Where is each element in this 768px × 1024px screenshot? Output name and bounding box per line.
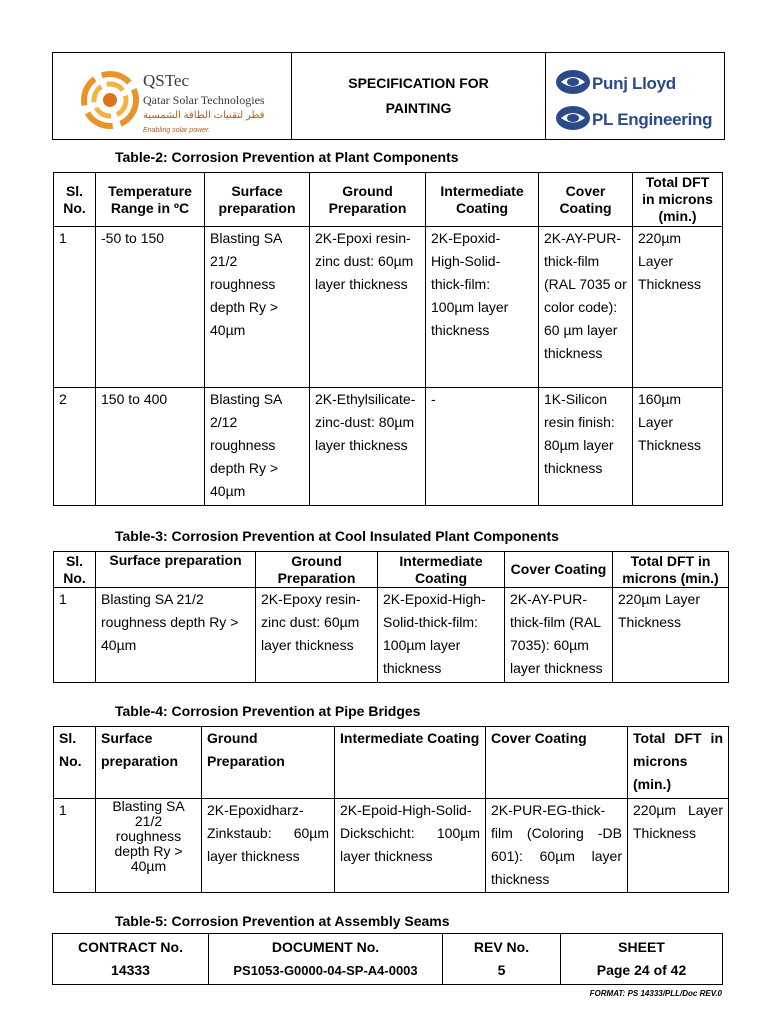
table2-row (54, 227, 723, 388)
table2-cell: 2K-Ethylsilicate-zinc-dust: 80µm layer thickness (310, 388, 426, 506)
table2-header-cell: Temperature Range in ºC (96, 173, 205, 227)
table3-cell: 2K-Epoxid-High-Solid-thick-film: 100µm layer thickness (378, 588, 505, 683)
title-line-2: PAINTING (385, 100, 452, 116)
table3-row (54, 588, 729, 683)
table4-cell: Blasting SA 21/2 roughness depth Ry > 40µm (96, 799, 202, 893)
title-line-1: SPECIFICATION FOR (348, 75, 489, 91)
qstec-sun-logo-icon (81, 71, 139, 129)
table4-header-cell: Cover Coating (486, 727, 628, 799)
table3-header-cell: Surface preparation (96, 552, 256, 588)
qstec-full-name: Qatar Solar Technologies (143, 93, 265, 107)
rev-value: 5 (497, 962, 506, 978)
punj-lloyd-name: Punj Lloyd (592, 74, 676, 93)
table2-header-cell: Ground Preparation (310, 173, 426, 227)
table4-cell: 2K-PUR-EG-thick-film (Coloring -DB 601): 60µm layer thickness (486, 799, 628, 893)
table2 (53, 172, 723, 506)
table2-cell: 1K-Silicon resin finish: 80µm layer thickness (539, 388, 633, 506)
table3-header-cell: Cover Coating (505, 552, 613, 588)
table2-header-cell: Total DFT in microns (min.) (633, 173, 723, 227)
table3-cell: Blasting SA 21/2 roughness depth Ry > 40µm (96, 588, 256, 683)
sheet-cell (561, 934, 723, 985)
rev-cell (443, 934, 561, 985)
table2-cell: Blasting SA 21/2 roughness depth Ry > 40µm (205, 227, 310, 388)
title-cell (292, 53, 546, 140)
table2-cell: - (426, 388, 539, 506)
table3-header-cell: Ground Preparation (256, 552, 378, 588)
table4-header-cell: Total DFT in microns (min.) (628, 727, 729, 799)
table4-header-cell: Sl. No. (54, 727, 96, 799)
table2-cell: 2K-Epoxid-High-Solid-thick-film: 100µm layer thickness (426, 227, 539, 388)
pl-engineering-name: PL Engineering (592, 110, 713, 129)
document-value: PS1053-G0000-04-SP-A4-0003 (233, 963, 418, 978)
table3-cell: 220µm Layer Thickness (613, 588, 729, 683)
table2-cell: 1 (54, 227, 96, 388)
contract-value: 14333 (111, 962, 150, 978)
table4-header-cell: Ground Preparation (202, 727, 335, 799)
table3 (53, 551, 729, 683)
table3-cell: 2K-AY-PUR-thick-film (RAL 7035): 60µm layer thickness (505, 588, 613, 683)
table3-cell: 2K-Epoxy resin-zinc dust: 60µm layer thickness (256, 588, 378, 683)
pl-engineering-swirl-icon (555, 105, 591, 131)
table4-caption: Table-4: Corrosion Prevention at Pipe Bridges (115, 703, 421, 719)
document-footer (52, 933, 723, 985)
qstec-name: QSTec (143, 71, 190, 90)
format-code: FORMAT: PS 14333/PLL/Doc REV.0 (589, 989, 722, 998)
table2-cell: 2K-Epoxi resin-zinc dust: 60µm layer thickness (310, 227, 426, 388)
table2-header-cell: Intermediate Coating (426, 173, 539, 227)
qstec-arabic-name: قطر لتقنيات الطاقة الشمسية (143, 110, 265, 121)
table4-cell: 1 (54, 799, 96, 893)
table2-cell: 220µm Layer Thickness (633, 227, 723, 388)
qstec-logo-cell (53, 53, 292, 140)
table4-cell: 2K-Epoid-High-Solid-Dickschicht: 100µm layer thickness (335, 799, 486, 893)
table4-cell: 2K-Epoxidharz-Zinkstaub: 60µm layer thickness (202, 799, 335, 893)
contract-cell (53, 934, 209, 985)
punj-lloyd-logo-cell (546, 53, 725, 140)
table4-header-cell: Surface preparation (96, 727, 202, 799)
table2-header-cell: Surface preparation (205, 173, 310, 227)
qstec-tagline: Enabling solar power. (143, 127, 211, 134)
contract-label: CONTRACT No. (78, 939, 183, 955)
table2-cell: 160µm Layer Thickness (633, 388, 723, 506)
document-label: DOCUMENT No. (271, 939, 380, 955)
table2-cell: Blasting SA 2/12 roughness depth Ry > 40µm (205, 388, 310, 506)
table3-caption: Table-3: Corrosion Prevention at Cool Insulated Plant Components (115, 528, 559, 544)
table4 (53, 726, 729, 893)
punj-lloyd-swirl-icon (555, 69, 591, 95)
sheet-label: SHEET (618, 939, 665, 955)
table4-header-row (54, 727, 729, 799)
table2-cell: 150 to 400 (96, 388, 205, 506)
table2-cell: 2K-AY-PUR-thick-film (RAL 7035 or color code): 60 µm layer thickness (539, 227, 633, 388)
document-cell (209, 934, 443, 985)
table2-caption: Table-2: Corrosion Prevention at Plant Components (115, 149, 459, 165)
table3-header-cell: Intermediate Coating (378, 552, 505, 588)
table2-header-cell: Cover Coating (539, 173, 633, 227)
table5-caption: Table-5: Corrosion Prevention at Assembly Seams (115, 913, 450, 929)
table2-cell: 2 (54, 388, 96, 506)
table2-header-cell: Sl. No. (54, 173, 96, 227)
table2-row (54, 388, 723, 506)
table4-cell: 220µm Layer Thickness (628, 799, 729, 893)
table3-cell: 1 (54, 588, 96, 683)
table3-header-cell: Total DFT in microns (min.) (613, 552, 729, 588)
table3-header-cell: Sl. No. (54, 552, 96, 588)
table4-row (54, 799, 729, 893)
sheet-value: Page 24 of 42 (596, 962, 687, 978)
table2-header-row (54, 173, 723, 227)
rev-label: REV No. (473, 939, 530, 955)
table3-header-row (54, 552, 729, 588)
document-header (52, 52, 725, 140)
table2-cell: -50 to 150 (96, 227, 205, 388)
table4-header-cell: Intermediate Coating (335, 727, 486, 799)
